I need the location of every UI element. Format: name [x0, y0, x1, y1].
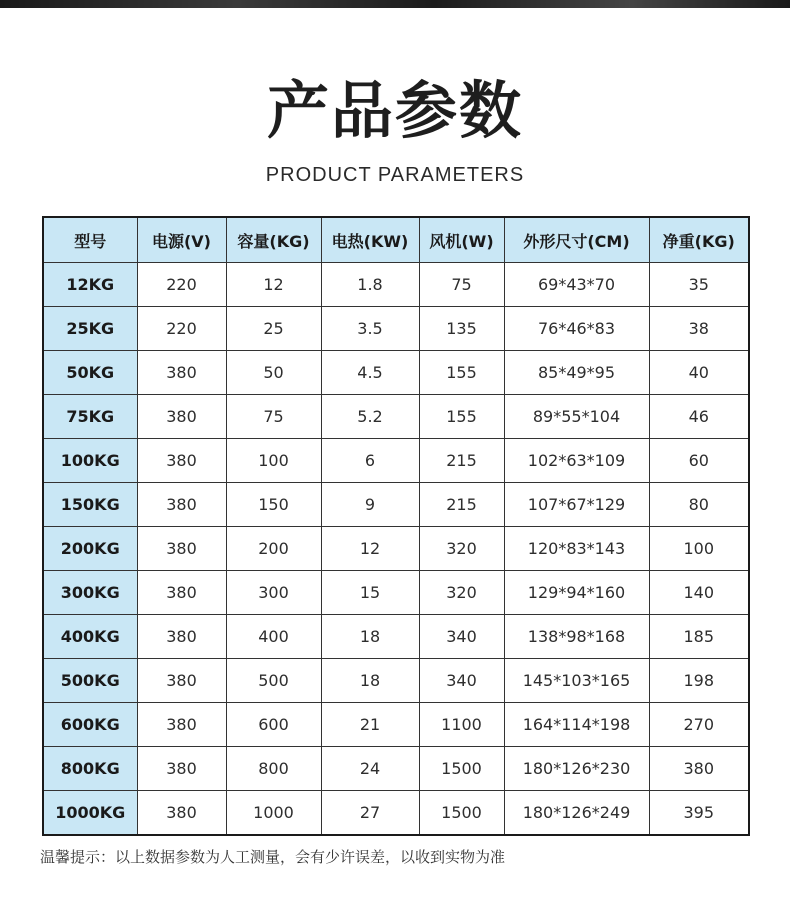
footnote: 温馨提示：以上数据参数为人工测量，会有少许误差，以收到实物为准 [40, 848, 506, 866]
cell-capacity: 800 [226, 747, 321, 791]
page-subtitle: PRODUCT PARAMETERS [265, 164, 525, 186]
top-banner-strip [0, 0, 790, 8]
cell-net-weight: 198 [649, 659, 749, 703]
cell-net-weight: 270 [649, 703, 749, 747]
cell-net-weight: 100 [649, 527, 749, 571]
cell-power-supply: 380 [137, 351, 226, 395]
header-heating: 电热(KW) [321, 217, 419, 263]
cell-power-supply: 220 [137, 263, 226, 307]
cell-heating: 18 [321, 615, 419, 659]
cell-model: 400KG [43, 615, 137, 659]
cell-capacity: 600 [226, 703, 321, 747]
cell-dimensions: 85*49*95 [504, 351, 649, 395]
header-capacity: 容量(KG) [226, 217, 321, 263]
table-row [43, 439, 749, 483]
cell-net-weight: 140 [649, 571, 749, 615]
cell-model: 75KG [43, 395, 137, 439]
cell-heating: 27 [321, 791, 419, 836]
cell-fan: 1500 [419, 791, 504, 836]
table-row [43, 659, 749, 703]
cell-model: 12KG [43, 263, 137, 307]
cell-capacity: 200 [226, 527, 321, 571]
table-row [43, 527, 749, 571]
cell-heating: 5.2 [321, 395, 419, 439]
cell-model: 25KG [43, 307, 137, 351]
cell-dimensions: 138*98*168 [504, 615, 649, 659]
cell-power-supply: 380 [137, 659, 226, 703]
cell-model: 600KG [43, 703, 137, 747]
cell-power-supply: 380 [137, 439, 226, 483]
cell-fan: 215 [419, 483, 504, 527]
cell-heating: 15 [321, 571, 419, 615]
cell-model: 100KG [43, 439, 137, 483]
header-net-weight: 净重(KG) [649, 217, 749, 263]
cell-heating: 3.5 [321, 307, 419, 351]
table-row [43, 747, 749, 791]
cell-net-weight: 80 [649, 483, 749, 527]
cell-capacity: 500 [226, 659, 321, 703]
cell-capacity: 75 [226, 395, 321, 439]
cell-fan: 215 [419, 439, 504, 483]
cell-dimensions: 145*103*165 [504, 659, 649, 703]
cell-capacity: 50 [226, 351, 321, 395]
table-row [43, 307, 749, 351]
table-row [43, 351, 749, 395]
cell-model: 800KG [43, 747, 137, 791]
cell-dimensions: 180*126*249 [504, 791, 649, 836]
cell-power-supply: 380 [137, 615, 226, 659]
table-row [43, 703, 749, 747]
cell-net-weight: 185 [649, 615, 749, 659]
cell-power-supply: 220 [137, 307, 226, 351]
cell-power-supply: 380 [137, 571, 226, 615]
cell-dimensions: 180*126*230 [504, 747, 649, 791]
cell-power-supply: 380 [137, 747, 226, 791]
table-row [43, 483, 749, 527]
cell-net-weight: 395 [649, 791, 749, 836]
cell-power-supply: 380 [137, 703, 226, 747]
header-fan: 风机(W) [419, 217, 504, 263]
cell-heating: 9 [321, 483, 419, 527]
cell-fan: 135 [419, 307, 504, 351]
cell-net-weight: 380 [649, 747, 749, 791]
cell-fan: 155 [419, 351, 504, 395]
cell-dimensions: 164*114*198 [504, 703, 649, 747]
cell-capacity: 300 [226, 571, 321, 615]
cell-fan: 320 [419, 571, 504, 615]
header-dimensions: 外形尺寸(CM) [504, 217, 649, 263]
cell-heating: 12 [321, 527, 419, 571]
cell-capacity: 100 [226, 439, 321, 483]
cell-net-weight: 38 [649, 307, 749, 351]
cell-fan: 340 [419, 659, 504, 703]
table-row [43, 615, 749, 659]
cell-power-supply: 380 [137, 483, 226, 527]
cell-power-supply: 380 [137, 791, 226, 836]
cell-capacity: 400 [226, 615, 321, 659]
cell-net-weight: 40 [649, 351, 749, 395]
cell-power-supply: 380 [137, 527, 226, 571]
cell-fan: 75 [419, 263, 504, 307]
header-model: 型号 [43, 217, 137, 263]
cell-model: 200KG [43, 527, 137, 571]
table-row [43, 395, 749, 439]
cell-heating: 24 [321, 747, 419, 791]
cell-capacity: 1000 [226, 791, 321, 836]
cell-fan: 1500 [419, 747, 504, 791]
cell-capacity: 25 [226, 307, 321, 351]
cell-dimensions: 129*94*160 [504, 571, 649, 615]
cell-power-supply: 380 [137, 395, 226, 439]
table-row [43, 263, 749, 307]
cell-dimensions: 76*46*83 [504, 307, 649, 351]
table-header-row [43, 217, 749, 263]
cell-model: 500KG [43, 659, 137, 703]
cell-model: 300KG [43, 571, 137, 615]
cell-dimensions: 102*63*109 [504, 439, 649, 483]
cell-heating: 6 [321, 439, 419, 483]
cell-model: 1000KG [43, 791, 137, 836]
cell-heating: 1.8 [321, 263, 419, 307]
cell-net-weight: 35 [649, 263, 749, 307]
table-row [43, 791, 749, 836]
cell-dimensions: 120*83*143 [504, 527, 649, 571]
cell-fan: 155 [419, 395, 504, 439]
cell-dimensions: 89*55*104 [504, 395, 649, 439]
cell-fan: 1100 [419, 703, 504, 747]
page-title: 产品参数 [266, 74, 523, 147]
cell-dimensions: 107*67*129 [504, 483, 649, 527]
cell-heating: 18 [321, 659, 419, 703]
cell-model: 50KG [43, 351, 137, 395]
cell-heating: 4.5 [321, 351, 419, 395]
cell-capacity: 150 [226, 483, 321, 527]
cell-dimensions: 69*43*70 [504, 263, 649, 307]
header-power-supply: 电源(V) [137, 217, 226, 263]
table-row [43, 571, 749, 615]
parameters-table [42, 216, 750, 836]
cell-model: 150KG [43, 483, 137, 527]
cell-capacity: 12 [226, 263, 321, 307]
cell-heating: 21 [321, 703, 419, 747]
cell-net-weight: 60 [649, 439, 749, 483]
cell-fan: 340 [419, 615, 504, 659]
cell-fan: 320 [419, 527, 504, 571]
cell-net-weight: 46 [649, 395, 749, 439]
